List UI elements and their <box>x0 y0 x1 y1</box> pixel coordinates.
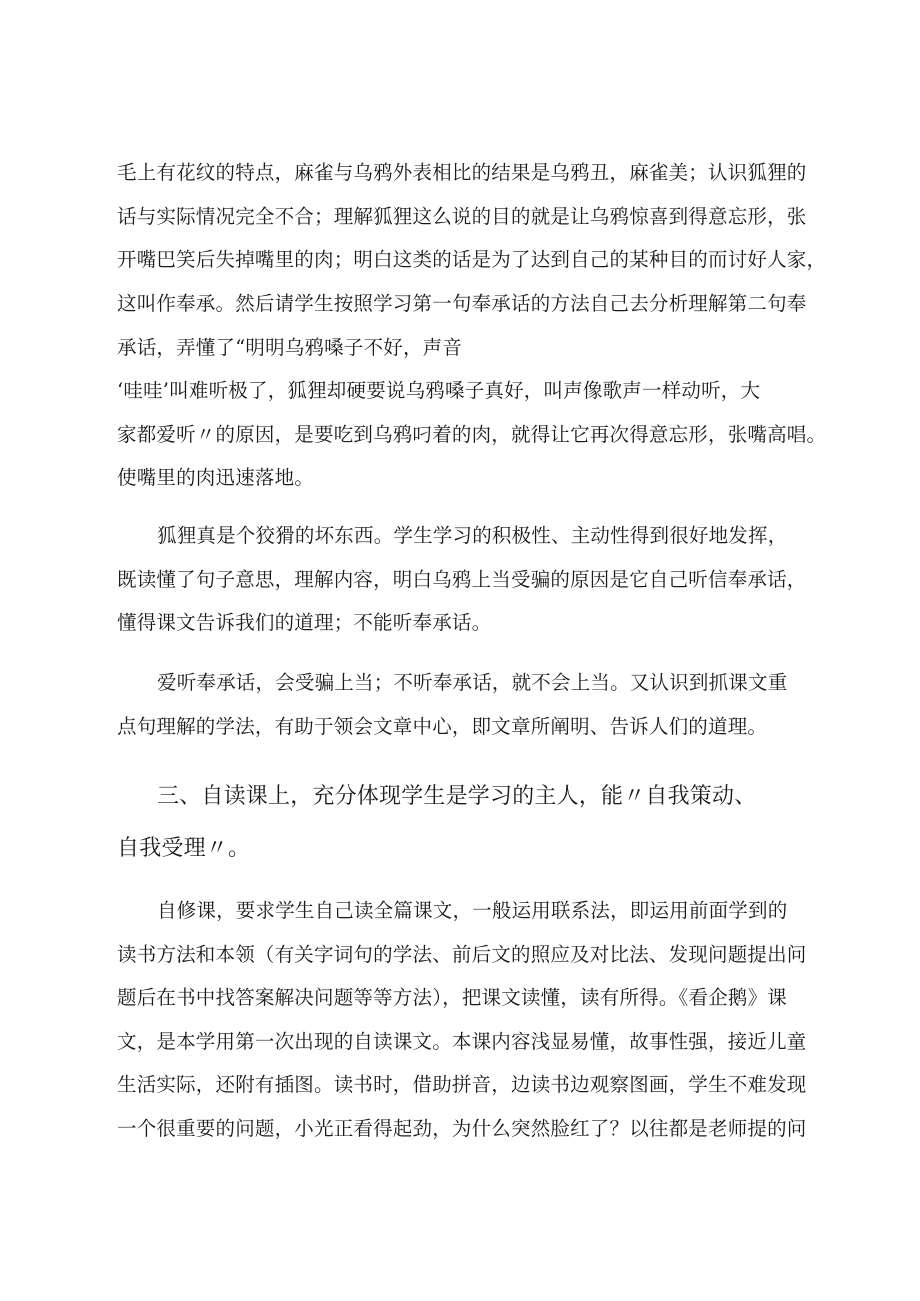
paragraph-line: ‘哇哇’叫难听极了，狐狸却硬要说乌鸦嗓子真好，叫声像歌声一样动听，大 <box>117 379 761 402</box>
paragraph-line: 点句理解的学法，有助于领会文章中心，即文章所阐明、告诉人们的道理。 <box>117 715 768 738</box>
paragraph-line: 生活实际，还附有插图。读书时，借助拼音，边读书边观察图画，学生不难发现 <box>117 1073 807 1096</box>
paragraph-line: 这叫作奉承。然后请学生按照学习第一句奉承话的方法自己去分析理解第二句奉 <box>117 292 807 315</box>
paragraph-line: 读书方法和本领（有关字词句的学法、前后文的照应及对比法、发现问题提出问 <box>117 943 807 966</box>
paragraph-line: 懂得课文告诉我们的道理；不能听奉承话。 <box>117 611 492 634</box>
heading-line: 自我受理〃。 <box>117 836 251 861</box>
paragraph-line: 毛上有花纹的特点，麻雀与乌鸦外表相比的结果是乌鸦丑，麻雀美；认识狐狸的 <box>117 161 807 184</box>
paragraph-line: 既读懂了句子意思，理解内容，明白乌鸦上当受骗的原因是它自己听信奉承话， <box>117 568 807 591</box>
paragraph-line: 开嘴巴笑后失掉嘴里的肉；明白这类的话是为了达到自己的某种目的而讨好人家， <box>117 248 827 271</box>
paragraph-line: 题后在书中找答案解决问题等等方法），把课文读懂，读有所得。《看企鹅》课 <box>117 986 788 1009</box>
paragraph-line: 家都爱听〃的原因，是要吃到乌鸦叼着的肉，就得让它再次得意忘形，张嘴高唱。 <box>117 423 827 446</box>
paragraph-line: 爱听奉承话，会受骗上当；不听奉承话，就不会上当。又认识到抓课文重 <box>157 671 788 694</box>
paragraph-line: 承话，弄懂了“明明乌鸦嗓子不好，声音 <box>117 336 463 359</box>
paragraph-line: 狐狸真是个狡猾的坏东西。学生学习的积极性、主动性得到很好地发挥， <box>157 524 788 547</box>
paragraph-line: 文，是本学用第一次出现的自读课文。本课内容浅显易懂，故事性强，接近儿童 <box>117 1030 807 1053</box>
paragraph-line: 自修课，要求学生自己读全篇课文，一般运用联系法，即运用前面学到的 <box>157 899 788 922</box>
paragraph-line: 一个很重要的问题，小光正看得起劲，为什么突然脸红了？以往都是老师提的问 <box>117 1117 807 1140</box>
paragraph-line: 使嘴里的肉迅速落地。 <box>117 466 315 489</box>
heading-line: 三、自读课上，充分体现学生是学习的主人，能〃自我策动、 <box>157 784 757 809</box>
paragraph-line: 话与实际情况完全不合；理解狐狸这么说的目的就是让乌鸦惊喜到得意忘形，张 <box>117 205 807 228</box>
